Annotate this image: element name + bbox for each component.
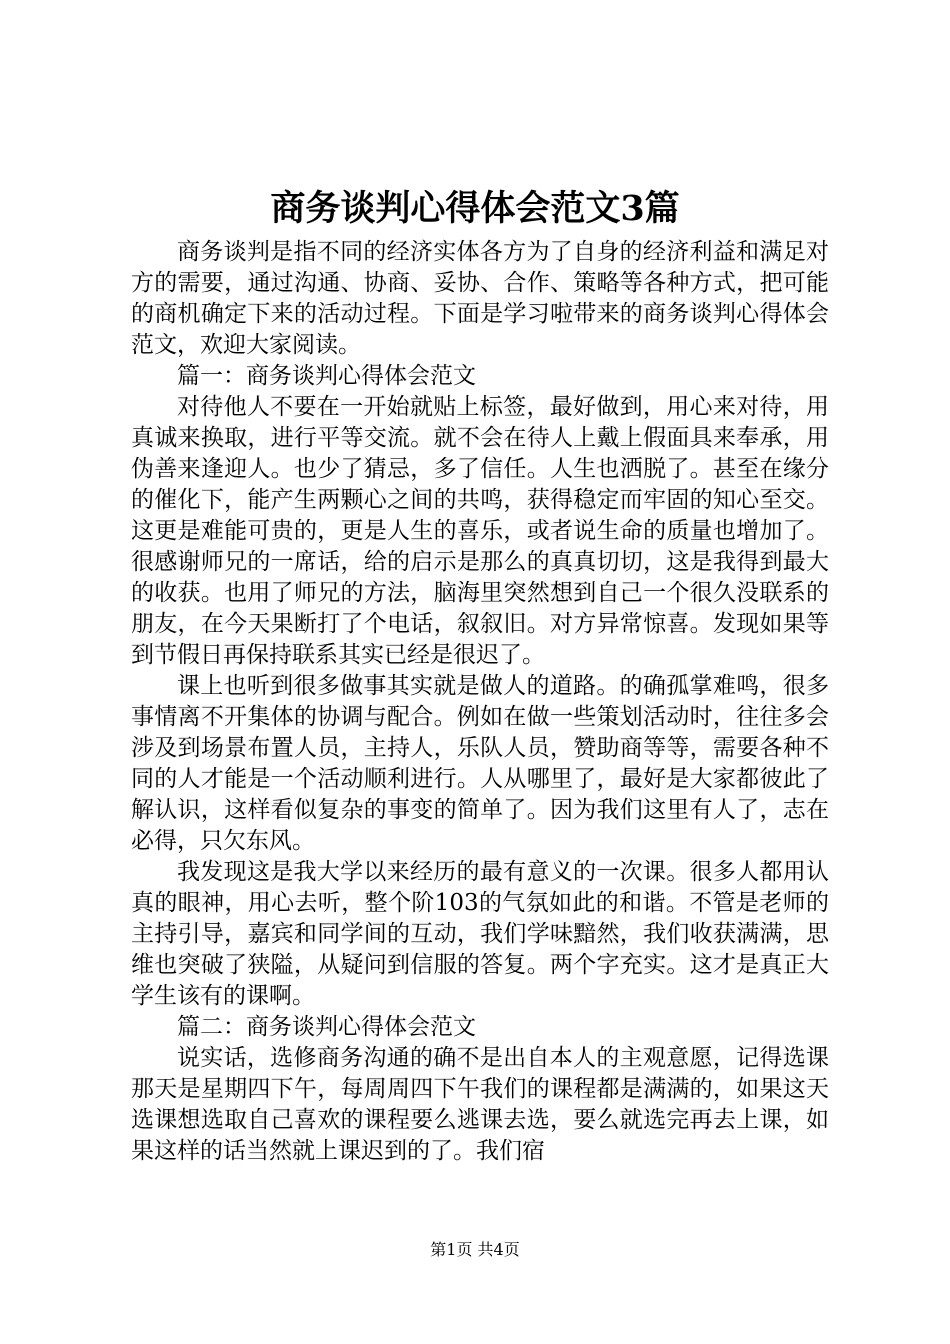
body-paragraph: 说实话，选修商务沟通的确不是出自本人的主观意愿，记得选课那天是星期四下午，每周周四下午我们的课程都是满满的，如果这天选课想选取自己喜欢的课程要么逃课去选，要么就选完再去上课，如果这样的话当然就上课迟到的了。我们宿: [131, 1045, 829, 1164]
intro-paragraph: 商务谈判是指不同的经济实体各方为了自身的经济利益和满足对方的需要，通过沟通、协商、妥协、合作、策略等各种方式，把可能的商机确定下来的活动过程。下面是学习啦带来的商务谈判心得体会范文，欢迎大家阅读。: [131, 239, 829, 358]
body-paragraph: 课上也听到很多做事其实就是做人的道路。的确孤掌难鸣，很多事情离不开集体的协调与配合。例如在做一些策划活动时，往往多会涉及到场景布置人员，主持人，乐队人员，赞助商等等，需要各种不同的人才能是一个活动顺利进行。人从哪里了，最好是大家都彼此了解认识，这样看似复杂的事变的简单了。因为我们这里有人了，志在必得，只欠东风。: [131, 673, 829, 854]
body-paragraph: 对待他人不要在一开始就贴上标签，最好做到，用心来对待，用真诚来换取，进行平等交流。就不会在待人上戴上假面具来奉承，用伪善来逢迎人。也少了猜忌，多了信任。人生也洒脱了。甚至在缘分的催化下，能产生两颗心之间的共鸣，获得稳定而牢固的知心至交。这更是难能可贵的，更是人生的喜乐，或者说生命的质量也增加了。很感谢师兄的一席话，给的启示是那么的真真切切，这是我得到最大的收获。也用了师兄的方法，脑海里突然想到自己一个很久没联系的朋友，在今天果断打了个电话，叙叙旧。对方异常惊喜。发现如果等到节假日再保持联系其实已经是很迟了。: [131, 394, 829, 668]
page-number-footer: 第1页 共4页: [430, 1240, 520, 1259]
section-heading-2: 篇二：商务谈判心得体会范文: [177, 1014, 476, 1040]
document-title: 商务谈判心得体会范文3篇: [270, 188, 680, 229]
document-body: [131, 237, 829, 1167]
body-paragraph: 我发现这是我大学以来经历的最有意义的一次课。很多人都用认真的眼神，用心去听，整个阶103的气氛如此的和谐。不管是老师的主持引导，嘉宾和同学间的互动，我们学味黯然，我们收获满满，思维也突破了狭隘，从疑问到信服的答复。两个字充实。这才是真正大学生该有的课啊。: [131, 859, 829, 1009]
section-heading-1: 篇一：商务谈判心得体会范文: [177, 363, 476, 389]
